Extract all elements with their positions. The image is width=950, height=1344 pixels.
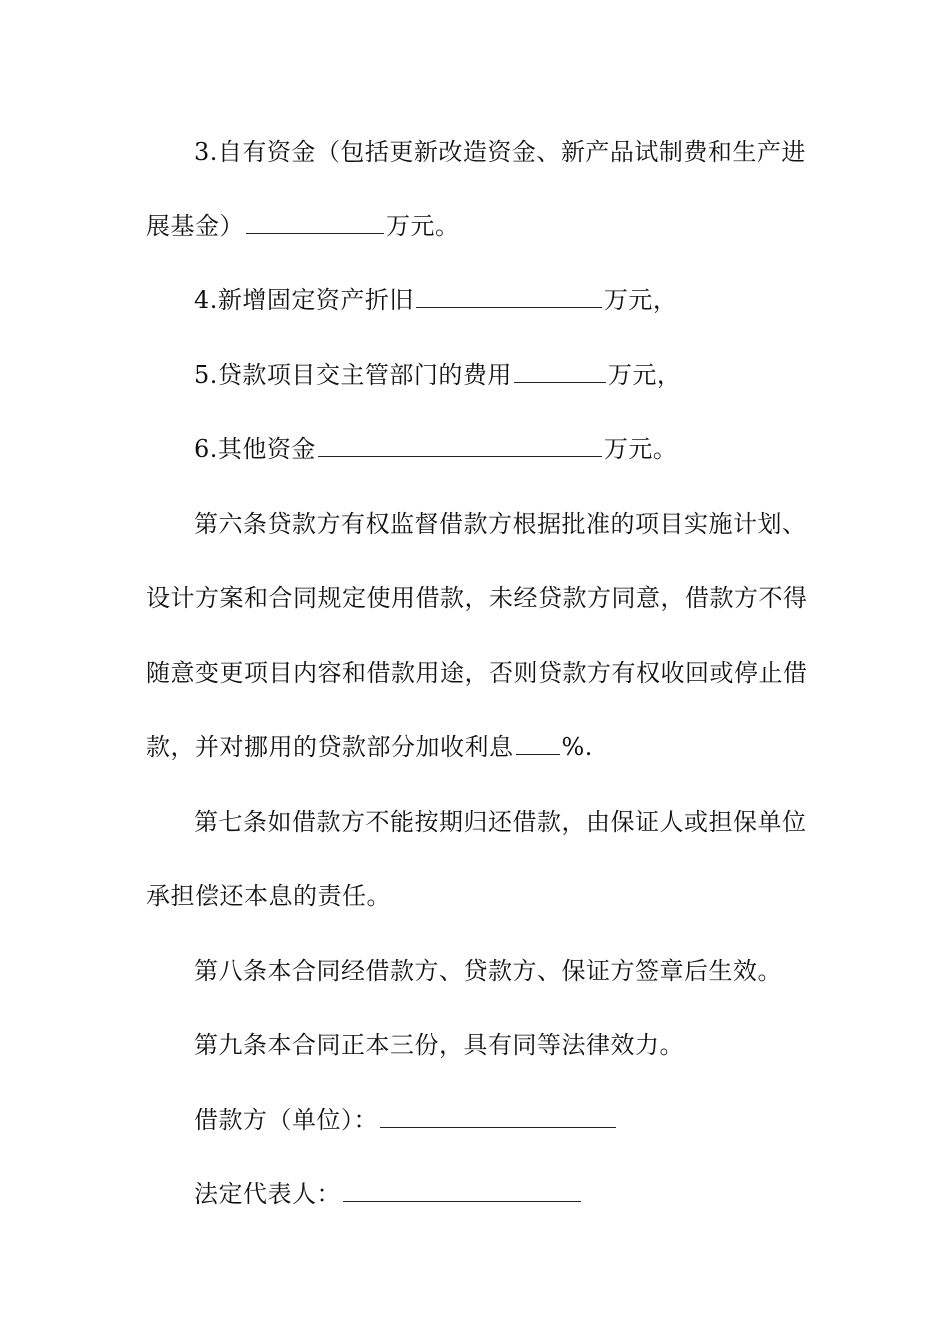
- article-7-line-2: [146, 880, 816, 912]
- text-unit-wanyuan: 万元，: [607, 361, 682, 389]
- article-6-line-3: [146, 657, 816, 689]
- blank-department-fee-amount[interactable]: [514, 360, 606, 383]
- article-6-line-4: [146, 731, 816, 763]
- blank-self-funds-amount[interactable]: [246, 211, 384, 234]
- label-legal-representative: 法定代表人：: [194, 1180, 341, 1208]
- item-department-fee: [194, 359, 864, 391]
- text-article-6: 随意变更项目内容和借款用途，否则贷款方有权收回或停止借: [146, 659, 808, 687]
- blank-borrower[interactable]: [380, 1105, 616, 1128]
- article-6-line-2: [146, 582, 816, 614]
- text-percent: %.: [561, 733, 593, 761]
- text-depreciation: 4.新增固定资产折旧: [194, 286, 414, 314]
- text-article-7: 承担偿还本息的责任。: [146, 882, 391, 910]
- article-9: [194, 1029, 864, 1061]
- text-article-7: 第七条如借款方不能按期归还借款，由保证人或担保单位: [194, 808, 807, 836]
- text-self-funds: 3.自有资金（包括更新改造资金、新产品试制费和生产进: [194, 138, 806, 166]
- blank-other-funds-amount[interactable]: [318, 434, 602, 457]
- blank-depreciation-amount[interactable]: [416, 285, 602, 308]
- paragraph-self-funds-line-2: [146, 210, 816, 242]
- text-development-fund: 展基金）: [146, 212, 244, 240]
- blank-interest-rate[interactable]: [516, 732, 560, 755]
- text-unit-wanyuan: 万元。: [386, 212, 460, 240]
- article-8: [194, 955, 864, 987]
- blank-legal-representative[interactable]: [343, 1179, 581, 1202]
- signature-legal-representative: [194, 1178, 864, 1210]
- text-article-6: 设计方案和合同规定使用借款，未经贷款方同意，借款方不得: [146, 584, 808, 612]
- text-unit-wanyuan: 万元。: [603, 435, 678, 463]
- text-unit-wanyuan: 万元，: [603, 286, 678, 314]
- label-borrower: 借款方（单位）：: [194, 1106, 378, 1134]
- article-7-line-1: [194, 806, 864, 838]
- article-6-line-1: [194, 508, 864, 540]
- item-other-funds: [194, 433, 864, 465]
- text-article-6: 第六条贷款方有权监督借款方根据批准的项目实施计划、: [194, 510, 807, 538]
- text-article-9: 第九条本合同正本三份，具有同等法律效力。: [194, 1031, 684, 1059]
- text-department-fee: 5.贷款项目交主管部门的费用: [194, 361, 512, 389]
- item-depreciation: [194, 284, 864, 316]
- paragraph-self-funds-line-1: [194, 136, 864, 168]
- text-other-funds: 6.其他资金: [194, 435, 316, 463]
- text-article-8: 第八条本合同经借款方、贷款方、保证方签章后生效。: [194, 957, 782, 985]
- signature-borrower: [194, 1104, 864, 1136]
- text-article-6: 款，并对挪用的贷款部分加收利息: [146, 733, 514, 761]
